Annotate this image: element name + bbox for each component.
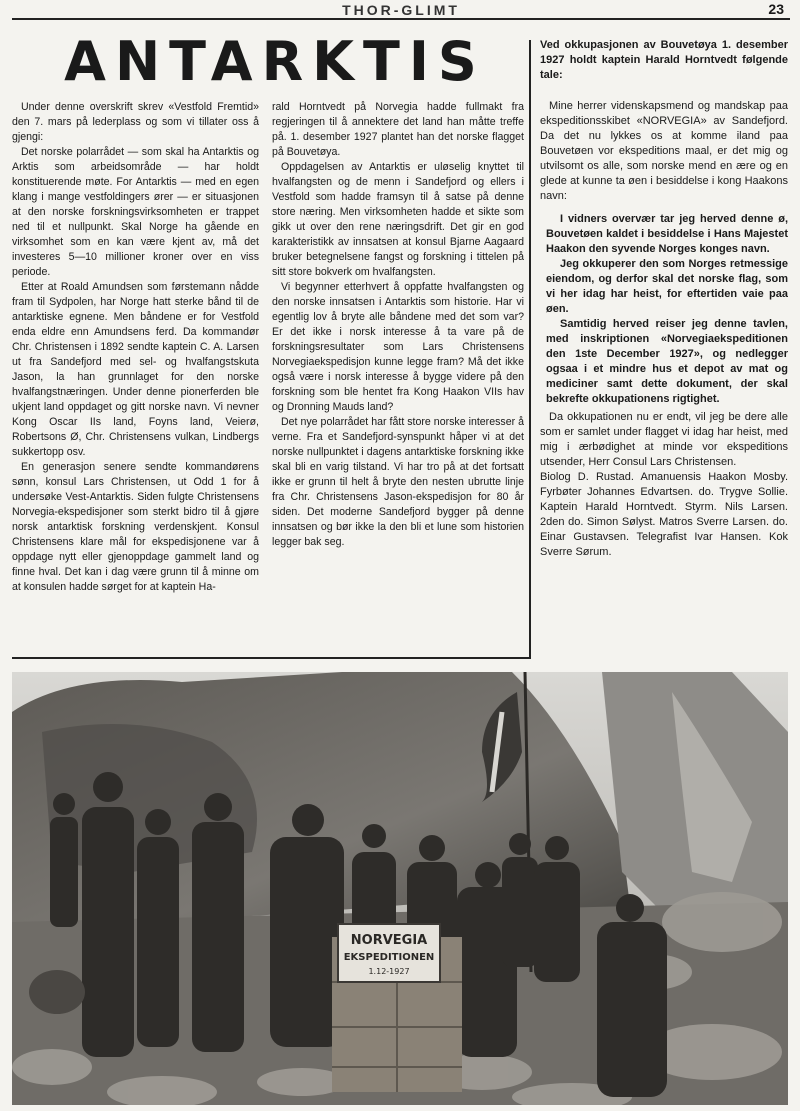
article-title: ANTARKTIS: [64, 30, 486, 93]
sign-line-3: 1.12-1927: [368, 967, 410, 976]
proclamation: [546, 212, 788, 407]
paragraph: Etter at Roald Amundsen som førstemann nådde fram til Sydpolen, har Norge hatt sterke bånd til de antarktiske egnene. Men båndene er for Vestfold enda eldre enn Amundsens ferd. Da kommandør Chr. Christensen i 1892 sendte kaptein C. A. Larsen ut fra Sandefjord med sel- og hvalfangstskuta Jason, la han grunnlaget for den norske hvalfangstnæringen. Under denne pionerferden ble ukjent land oppdaget og gitt norske navn. Vi nevner Kong Oscar IIs land, Foyns land, Veierø, Robertsons Ø, Chr. Christensens vulkan, Lindbergs sukkertopp osv.: [12, 281, 259, 458]
paragraph: Mine herrer videnskapsmend og mandskap paa ekspeditionsskibet «NORVEGIA» av Sandefjord. Da det nu lykkes os at komme iland paa Bouvetøen vor ekspeditions maal, er det mig og utvilsomt os alle, som norske mend en ære og en glede at kunne ta øen i besiddelse i kong Haakons navn:: [540, 100, 788, 202]
paragraph: Oppdagelsen av Antarktis er uløselig knyttet til hvalfangsten og de menn i Sandefjord og ellers i Vestfold som hadde framsyn til å satse på denne store næring. Men virksomheten hadde et sikte som gikk ut over den rene næringsdrift. Det gir en god karakteristikk av innsatsen at konsul Bjarne Aagaard bruker betegnelsene fangst og forskning i tittelen på sitt store bokverk om hvalfangsten.: [272, 161, 524, 278]
sign-line-2: EKSPEDITIONEN: [343, 952, 435, 963]
paragraph: Under denne overskrift skrev «Vestfold Fremtid» den 7. mars på lederplass og som vi tillater oss å gjengi:: [12, 101, 259, 143]
article-column-1: [12, 100, 259, 660]
paragraph: Jeg okkuperer den som Norges retmessige eiendom, og derfor skal det norske flag, som vi her idag har heist, for eftertiden vaie paa øen.: [546, 258, 788, 315]
speech-opening: [540, 99, 788, 204]
paragraph: rald Horntvedt på Norvegia hadde fullmakt fra regjeringen til å annektere det land han måtte treffe på. 1. desember 1927 plantet han det norske flagget på Bouvetøya.: [272, 101, 524, 158]
paragraph: En generasjon senere sendte kommandørens sønn, konsul Lars Christensen, ut Odd 1 for å undersøke Vest-Antarktis. Siden fulgte Christensens Norvegia-ekspedisjoner som sterkt bidro til å gjøre norsk antarktisk forskning verdenskjent. Konsul Christensens klare mål for ekspedisjonene var å oppdage nytt eller gjenoppdage gammelt land og finne hval. Det kan i dag være grunn til å minne om at konsulen hadde sørget for at kaptein Ha-: [12, 461, 259, 593]
paragraph: Vi begynner etterhvert å oppfatte hvalfangsten og den norske innsatsen i Antarktis som historie. Har vi egentlig lov å bryte alle båndene med det som var? Er det ikke i norsk interesse å ta vare på de forskningsresultater som Lars Christensens Norvegiaekspedisjon kunne legge fram? Må det ikke også være i norsk interesse å bygge videre på den forskning som ble hentet fra Kong Haakon VIIs hav og Dronning Mauds land?: [272, 281, 524, 413]
sidebar-intro: Ved okkupasjonen av Bouvetøya 1. desember 1927 holdt kaptein Harald Horntvedt følgende tale:: [540, 39, 788, 81]
paragraph: Samtidig herved reiser jeg denne tavlen, med inskriptionen «Norvegiaekspeditionen den 1ste December 1927», og nedlegger ogsaa i et mindre hus et depot av mat og mediciner samt dette dokument, der skal bekrefte okkupationens rigtighet.: [546, 318, 788, 405]
expedition-photo-image: [12, 672, 788, 1105]
crew-list: Biolog D. Rustad. Amanuensis Haakon Mosby. Fyrbøter Johannes Edvartsen. do. Trygve Sollie. Kaptein Harald Horntvedt. Styrm. Nils Larsen. 2den do. Simon Sølyst. Matros Sverre Larsen. do. Einar Gustavsen. Telegrafist Ivar Hansen. Kok Sverre Sørum.: [540, 471, 788, 558]
publication-title: THOR-GLIMT: [342, 2, 460, 18]
expedition-photo: [12, 672, 788, 1105]
paragraph: Da okkupationen nu er endt, vil jeg be dere alle som er samlet under flagget vi idag har heist, med mig i ærbødighet at minde vor ekspeditions utsender, Herr Consul Lars Christensen.: [540, 411, 788, 468]
speech-sidebar: [540, 38, 788, 663]
article-column-2: [272, 100, 524, 660]
page-header: [12, 0, 790, 20]
sign-line-1: NORVEGIA: [350, 933, 428, 948]
paragraph: Det nye polarrådet har fått store norske interesser å verne. Fra et Sandefjord-synspunkt håper vi at det norske nullpunktet i dagens antarktiske forskning ikke skal bli en varig tilstand. Vi har tro på at det fortsatt ikke er grunn til helt å bryte den nesten ubrutte linje fra Chr. Christensens Jason-ekspedisjon for 80 år siden. Det moderne Sandefjord bygger på denne innsatsen og bør ikke la den bli et lune som historien legger bak seg.: [272, 416, 524, 548]
paragraph: I vidners overvær tar jeg herved denne ø, Bouvetøen kaldet i besiddelse i Hans Majestet Haakon den syvende Norges konges navn.: [546, 213, 788, 255]
speech-closing: [540, 410, 788, 470]
paragraph: Det norske polarrådet — som skal ha Antarktis og Arktis som arbeidsområde — har holdt konstituerende møte. For Antarktis — med en egen klang i mange vestfoldingers ører — er situasjonen at den norske forskningsvirksomheten er trappet ned til et nullpunkt. Skal Norge ha gående en virksomhet som en kan være kjent av, må det investeres 5—10 millioner kroner over en viss periode.: [12, 146, 259, 278]
page-number: 23: [768, 1, 784, 17]
article-bottom-rule: [12, 657, 531, 659]
column-divider: [529, 40, 531, 658]
